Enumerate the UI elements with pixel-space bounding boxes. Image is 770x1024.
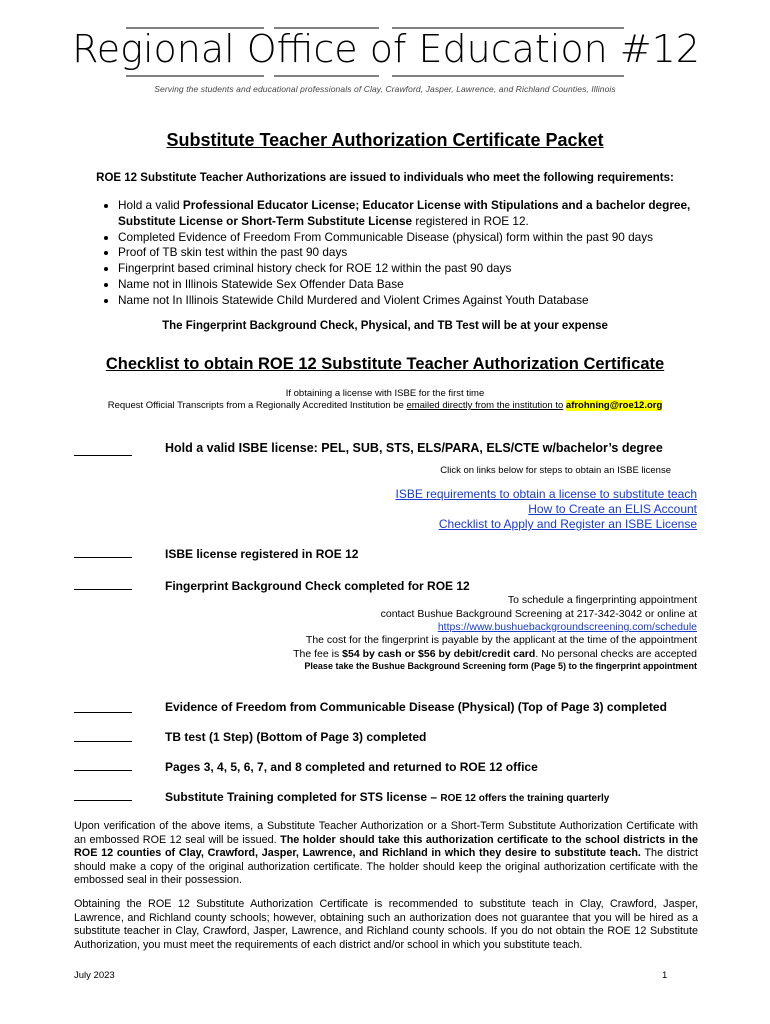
link-elis-account[interactable]: How to Create an ELIS Account bbox=[528, 502, 697, 516]
tagline: Serving the students and educational professionals of Clay, Crawford, Jasper, Lawrence, and Richland Counties, Illinois bbox=[154, 84, 616, 94]
fingerprint-info: The cost for the fingerprint is payable by the applicant at the time of the appointment bbox=[305, 634, 697, 646]
checkbox-line[interactable] bbox=[74, 770, 132, 771]
fingerprint-info: To schedule a fingerprinting appointment bbox=[507, 594, 697, 606]
isbe-links-note: Click on links below for steps to obtain an ISBE license bbox=[440, 465, 671, 476]
intro-text: ROE 12 Substitute Teacher Authorizations are issued to individuals who meet the following requirements: bbox=[96, 172, 674, 184]
checklist-item-tb: TB test (1 Step) (Bottom of Page 3) completed bbox=[165, 730, 427, 744]
checklist-title: Checklist to obtain ROE 12 Substitute Teacher Authorization Certificate bbox=[105, 355, 665, 373]
checklist-item-pages: Pages 3, 4, 5, 6, 7, and 8 completed and returned to ROE 12 office bbox=[165, 760, 538, 774]
transcripts-note: Request Official Transcripts from a Regionally Accredited Institution be emailed directly from the institution to afrohning@roe12.org bbox=[107, 400, 663, 411]
fingerprint-info: contact Bushue Background Screening at 217-342-3042 or online at bbox=[380, 608, 697, 620]
requirement-item: • Name not In Illinois Statewide Child Murdered and Violent Crimes Against Youth Database bbox=[118, 293, 728, 309]
checklist-item-license: Hold a valid ISBE license: PEL, SUB, STS, ELS/PARA, ELS/CTE w/bachelor’s degree bbox=[165, 441, 663, 455]
link-isbe-checklist[interactable]: Checklist to Apply and Register an ISBE License bbox=[438, 517, 697, 531]
requirement-item: • Proof of TB skin test within the past 90 days bbox=[118, 245, 728, 261]
fingerprint-fee: The fee is $54 by cash or $56 by debit/credit card. No personal checks are accepted bbox=[293, 648, 697, 660]
checklist-item-fingerprint: Fingerprint Background Check completed for ROE 12 bbox=[165, 579, 470, 593]
checkbox-line[interactable] bbox=[74, 712, 132, 713]
checklist-item-registered: ISBE license registered in ROE 12 bbox=[165, 547, 359, 561]
roe-logo bbox=[72, 16, 700, 78]
page-title: Substitute Teacher Authorization Certificate Packet bbox=[166, 130, 604, 150]
verification-paragraph: Upon verification of the above items, a Substitute Teacher Authorization or a Short-Term Substitute Authorization Certificate with an embossed ROE 12 seal will be issued. The holder should take this authorization certificate to the school districts in the ROE 12 counties of Clay, Crawford, Jasper, Lawrence, and Richland in which they desire to substitute teach. The district should make a copy of the original authorization certificate. The holder should keep the original authorization certificate with the embossed seal in their possession. bbox=[74, 820, 698, 887]
logo-text: Regional Office of Education #12 bbox=[72, 27, 700, 71]
requirement-item: • Fingerprint based criminal history check for ROE 12 within the past 90 days bbox=[118, 261, 728, 277]
checklist-item-training: Substitute Training completed for STS license – ROE 12 offers the training quarterly bbox=[165, 790, 610, 804]
requirements-list bbox=[90, 198, 728, 309]
recommendation-paragraph: Obtaining the ROE 12 Substitute Authorization Certificate is recommended to substitute teach in Clay, Crawford, Jasper, Lawrence, and Richland county schools; however, obtaining such an authorization does not guarantee that you will be hired as a substitute teacher in Clay, Crawford, Jasper, Lawrence, and Richland county schools. If you do not obtain the ROE 12 Substitute Authorization, you must meet the requirements of each district and/or school in which you substitute teach. bbox=[74, 898, 698, 951]
checklist-item-physical: Evidence of Freedom from Communicable Disease (Physical) (Top of Page 3) completed bbox=[165, 700, 667, 714]
first-time-note: If obtaining a license with ISBE for the first time bbox=[285, 388, 485, 399]
checkbox-line[interactable] bbox=[74, 455, 132, 456]
requirement-item: • Name not in Illinois Statewide Sex Offender Data Base bbox=[118, 277, 728, 293]
checkbox-line[interactable] bbox=[74, 741, 132, 742]
fingerprint-form-note: Please take the Bushue Background Screening form (Page 5) to the fingerprint appointment bbox=[304, 661, 697, 671]
link-bushue-schedule[interactable]: https://www.bushuebackgroundscreening.com/schedule bbox=[437, 621, 697, 633]
expense-note: The Fingerprint Background Check, Physical, and TB Test will be at your expense bbox=[162, 320, 608, 332]
requirement-item: • Hold a valid Professional Educator License; Educator License with Stipulations and a bachelor degree, Substitute License or Short-Term Substitute License registered in ROE 12. bbox=[118, 198, 728, 230]
footer-date: July 2023 bbox=[74, 970, 115, 981]
checkbox-line[interactable] bbox=[74, 800, 132, 801]
page-number: 1 bbox=[662, 970, 668, 981]
checkbox-line[interactable] bbox=[74, 557, 132, 558]
email-highlight[interactable]: afrohning@roe12.org bbox=[565, 400, 663, 411]
link-isbe-requirements[interactable]: ISBE requirements to obtain a license to substitute teach bbox=[395, 487, 697, 501]
checkbox-line[interactable] bbox=[74, 589, 132, 590]
requirement-item: • Completed Evidence of Freedom From Communicable Disease (physical) form within the past 90 days bbox=[118, 230, 728, 246]
